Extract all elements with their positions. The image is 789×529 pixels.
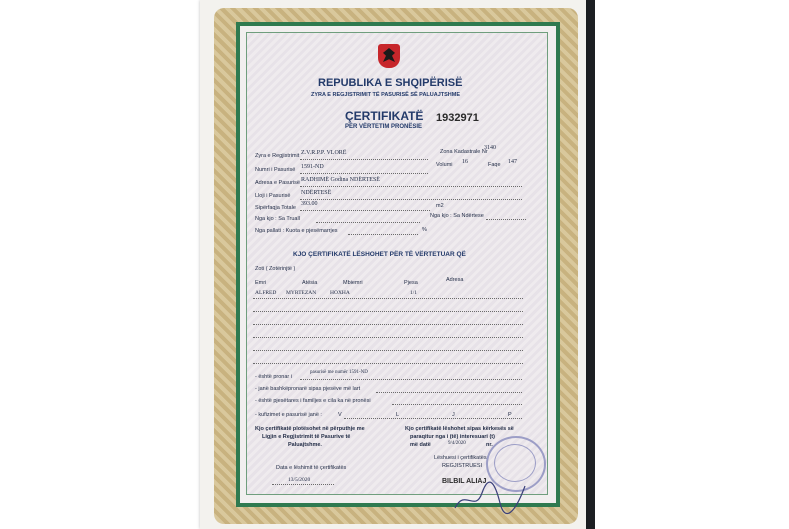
percent-label: % xyxy=(422,227,427,233)
owners-header-emri: Emri xyxy=(255,280,267,286)
pallat-line xyxy=(348,234,418,235)
owners-header-adresa: Adresa xyxy=(446,277,464,283)
faqe-label: Faqe xyxy=(488,162,501,168)
office-title: ZYRA E REGJISTRIMIT TË PASURISË SË PALUAJTSHME xyxy=(311,92,461,98)
zyra-line xyxy=(300,159,428,160)
kufizim-p: P xyxy=(508,412,512,418)
issue-date-label: Data e lëshimit të çertifikatës xyxy=(276,465,347,471)
table-row-line xyxy=(253,350,523,351)
issue-date: 13/5/2020 xyxy=(288,477,311,483)
note-left-line1: Kjo çertifikatë plotësohet në përputhje me xyxy=(255,426,365,432)
kufizim-l: L xyxy=(396,412,400,418)
declaration-text: KJO ÇERTIFIKATË LËSHOHET PËR TË VËRTETUAR QË xyxy=(293,251,466,258)
owner-atesia: MYRTEZAN xyxy=(286,290,317,296)
note-left-line2: Ligjin e Regjistrimit të Pasurive të xyxy=(262,434,351,440)
note-right-line3: më datë xyxy=(410,442,431,448)
siperfaqe-label: Sipërfaqja Totale xyxy=(255,205,296,211)
owner-pjesa: 1/1 xyxy=(410,290,418,296)
note-left-line3: Paluajtshme. xyxy=(288,442,322,448)
faqe-value: 147 xyxy=(508,159,517,165)
adresa-line xyxy=(300,186,522,187)
lloji-label: Lloji i Pasurisë xyxy=(255,193,291,199)
kufizim-j: J xyxy=(452,412,455,418)
note-right-line2: paraqitur nga i (të) interesuari (t) xyxy=(410,434,495,440)
request-date: 9/4/2020 xyxy=(448,441,466,446)
certificate-number: 1932971 xyxy=(436,112,479,124)
kufizim-v: V xyxy=(338,412,342,418)
pronar-value: pasurisë me numër 1591-ND xyxy=(310,370,368,375)
adresa-value: RADHIMË Godina NDËRTESË xyxy=(301,177,380,183)
bashkepronar-text: - janë bashkëpronarë sipas pjesëve më lart xyxy=(255,386,361,392)
volumi-label: Volumi xyxy=(436,162,453,168)
registrar-sub: REGJISTRUESI xyxy=(442,463,483,469)
table-row-line xyxy=(253,311,523,312)
zona-value: 3140 xyxy=(484,145,496,151)
table-row-line xyxy=(253,324,523,325)
owners-intro: Zoti ( Zotërinjtë ) xyxy=(255,266,296,272)
owners-header-pjesa: Pjesa xyxy=(404,280,418,286)
pronar-label: - është pronar i xyxy=(255,374,292,380)
owner-mbiemri: HOXHA xyxy=(330,290,350,296)
zyra-value: Z.V.R.P.P. VLORË xyxy=(301,150,347,156)
volumi-value: 16 xyxy=(462,159,468,165)
certificate-subtitle: PËR VËRTETIM PRONËSIE xyxy=(345,124,423,130)
familje-text: - është pjesëtares i familjes e cila ka në pronësi xyxy=(255,398,371,404)
official-stamp-inner xyxy=(494,444,536,482)
kufizimet-line xyxy=(344,418,522,419)
numri-value: 1591-ND xyxy=(301,164,324,170)
pallat-label: Nga pallati : Kuota e pjesëmarrjes xyxy=(255,228,338,234)
familje-line xyxy=(392,404,522,405)
numri-label: Numri i Pasurisë xyxy=(255,167,296,173)
note-right-line4: nr. xyxy=(486,442,493,448)
truall-label: Nga kjo : Sa Truall xyxy=(255,216,300,222)
ndertese-label: Nga kjo : Sa Ndërtese xyxy=(430,213,484,219)
numri-line xyxy=(300,173,428,174)
registrar-label: Lëshuesi i çertifikatës xyxy=(434,455,487,461)
siperfaqe-line xyxy=(300,210,430,211)
adresa-label: Adresa e Pasurisë xyxy=(255,180,300,186)
zona-label: Zona Kadastrale Nr xyxy=(440,149,488,155)
owners-header-atesia: Atësia xyxy=(302,280,318,286)
signature xyxy=(450,478,530,518)
ndertese-line xyxy=(486,219,526,220)
pronar-line xyxy=(300,379,522,380)
zyra-label: Zyra e Regjistrimit xyxy=(255,153,300,159)
owners-header-mbiemri: Mbiemri xyxy=(343,280,363,286)
registrar-name: BILBIL ALIAJ xyxy=(442,478,487,485)
owner-emri: ALFRED xyxy=(255,290,277,296)
lloji-value: NDËRTESË xyxy=(301,190,332,196)
kufizimet-text: - kufizimet e pasurisë janë : xyxy=(255,412,322,418)
lloji-line xyxy=(300,199,522,200)
table-row-line xyxy=(253,363,523,364)
note-right-line1: Kjo çertifikatë lëshohet sipas kërkesës së xyxy=(405,426,514,432)
certificate-title: ÇERTIFIKATË xyxy=(345,109,424,123)
siperfaqe-value: 393.00 xyxy=(301,201,318,207)
table-row-line xyxy=(253,337,523,338)
truall-line xyxy=(316,222,420,223)
unit-label: m2 xyxy=(436,203,444,209)
republic-title: REPUBLIKA E SHQIPËRISË xyxy=(318,77,463,89)
table-row-line xyxy=(253,298,523,299)
issue-date-line xyxy=(272,484,334,485)
bashkepronar-line xyxy=(376,392,522,393)
